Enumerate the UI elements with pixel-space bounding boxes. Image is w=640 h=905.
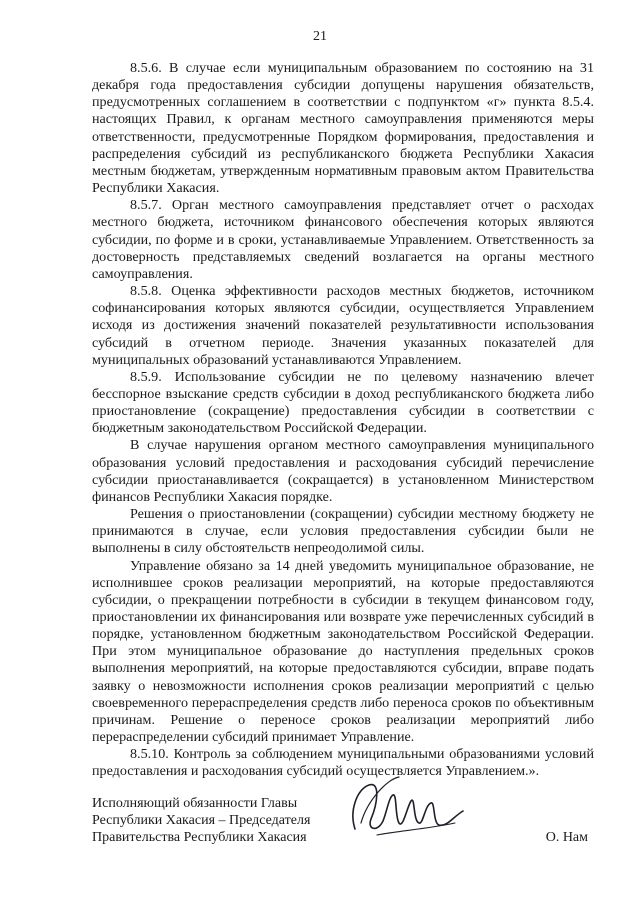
signatory-position-line: Исполняющий обязанности Главы [92, 796, 298, 811]
page-number: 21 [313, 29, 327, 44]
paragraph-8-5-6: 8.5.6. В случае если муниципальным образованием по состоянию на 31 декабря года предоставления субсидии допущены нарушения обязательств, предусмотренных соглашением в соответствии с подпунктом «г» пункта 8.5.4. настоящих Правил, к органам местного самоуправления применяются меры ответственности, предусмотренные Порядком формирования, предоставления и распределения субсидий из республиканского бюджета Республики Хакасия местным бюджетам, утвержденным нормативным правовым актом Правительства Республики Хакасия. [92, 60, 594, 197]
paragraph-notification: Управление обязано за 14 дней уведомить муниципальное образование, не исполнившее сроков реализации мероприятий, на которые предоставляются субсидии, о прекращении потребности в субсидии в текущем финансовом году, приостановлении их финансирования или возврате уже перечисленных субсидий в порядке, установленном бюджетным законодательством Российской Федерации. При этом муниципальное образование до наступления предельных сроков выполнения мероприятий, на которые предоставляются субсидии, вправе подать заявку о невозможности исполнения сроков реализации мероприятий с целью своевременного перераспределения средств либо переноса сроков по объективным причинам. Решение о переносе сроков реализации мероприятий либо перераспределении субсидий принимает Управление. [92, 557, 594, 746]
signatory-position-line: Правительства Республики Хакасия [92, 830, 307, 845]
signatory-position-line: Республики Хакасия – Председателя [92, 813, 311, 828]
signatory-position [92, 795, 352, 846]
signature-block [92, 795, 594, 865]
handwritten-signature [347, 771, 467, 851]
paragraph-violation: В случае нарушения органом местного самоуправления муниципального образования условий предоставления и расходования субсидий перечисление субсидии приостанавливается (сокращается) в установленном Министерством финансов Республики Хакасия порядке. [92, 437, 594, 505]
signatory-name: О. Нам [545, 830, 588, 845]
paragraph-8-5-8: 8.5.8. Оценка эффективности расходов местных бюджетов, источником софинансирования которых являются субсидии, осуществляется Управлением исходя из достижения значений показателей результативности использования субсидий в отчетном периоде. Значения указанных показателей для муниципальных образований устанавливаются Управлением. [92, 283, 594, 368]
paragraph-suspension-decisions: Решения о приостановлении (сокращении) субсидии местному бюджету не принимаются в случае, если условия предоставления субсидии были не выполнены в силу обстоятельств непреодолимой силы. [92, 506, 594, 557]
paragraph-8-5-9: 8.5.9. Использование субсидии не по целевому назначению влечет бесспорное взыскание средств субсидии в доход республиканского бюджета либо приостановление (сокращение) предоставления субсидии в соответствии с бюджетным законодательством Российской Федерации. [92, 368, 594, 437]
paragraph-8-5-10: 8.5.10. Контроль за соблюдением муниципальными образованиями условий предоставления и расходования субсидий осуществляется Управлением.». [92, 746, 594, 780]
paragraph-8-5-7: 8.5.7. Орган местного самоуправления представляет отчет о расходах местного бюджета, источником финансового обеспечения которых являются субсидии, по форме и в сроки, устанавливаемые Управлением. Ответственность за достоверность представляемых сведений возлагается на органы местного самоуправления. [92, 197, 594, 282]
document-body [92, 60, 594, 781]
